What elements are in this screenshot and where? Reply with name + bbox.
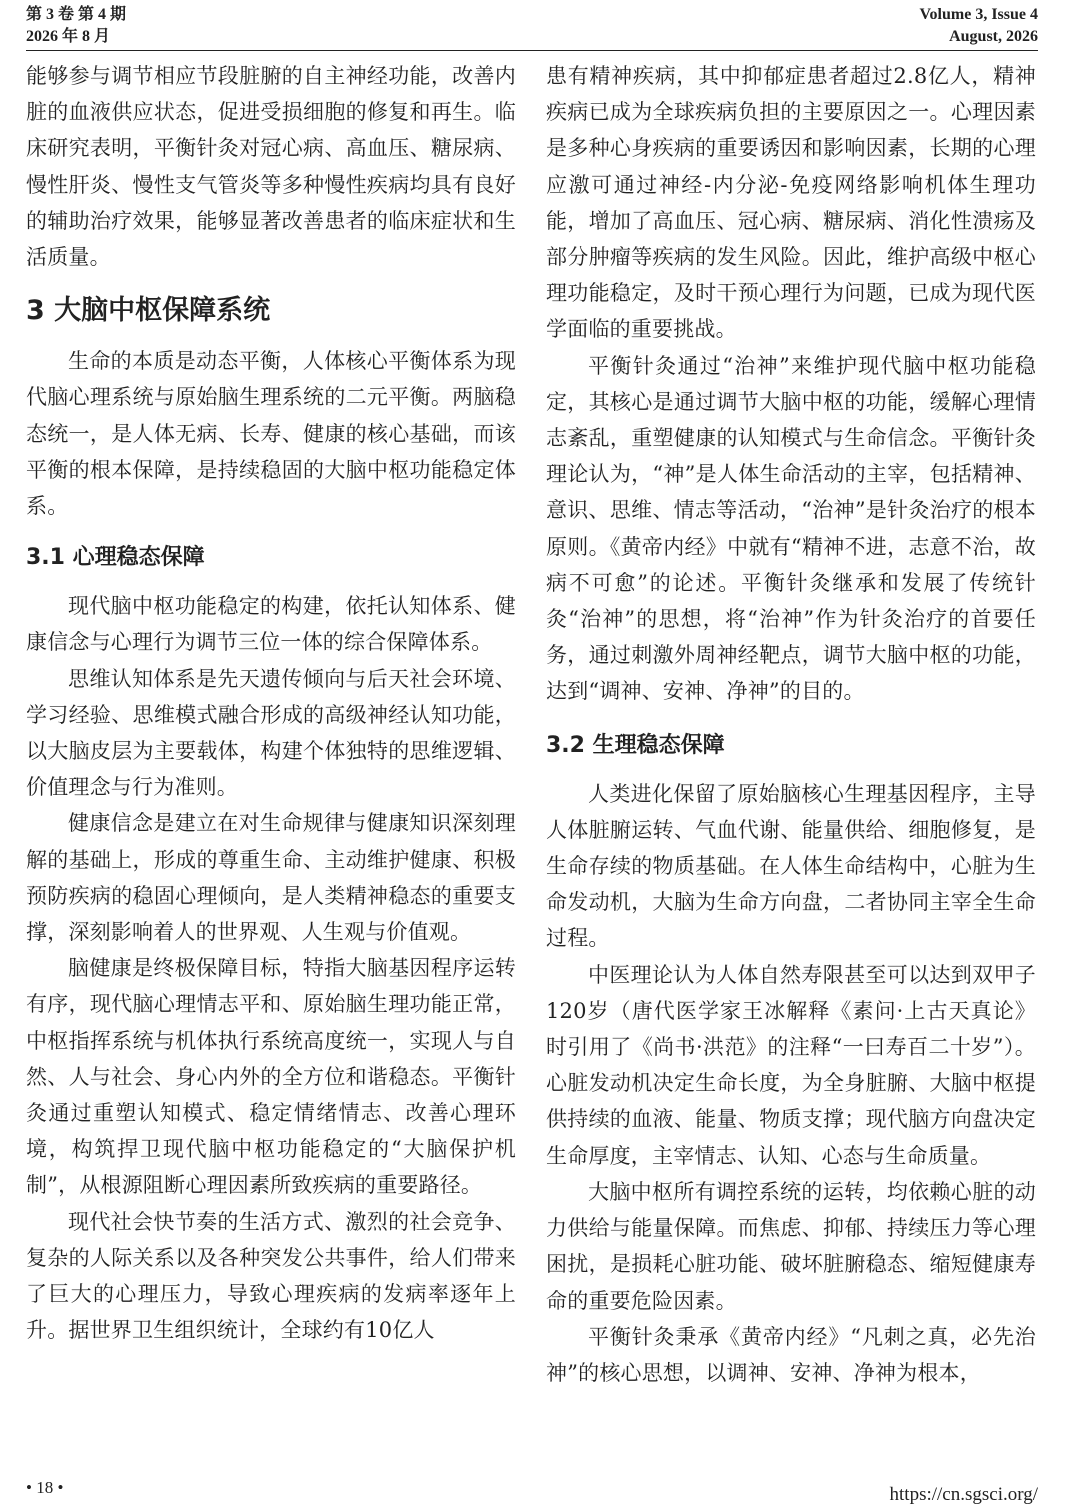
running-header <box>26 2 1038 51</box>
left-column <box>26 58 516 1349</box>
paragraph: 人类进化保留了原始脑核心生理基因程序，主导人体脏腑运转、气血代谢、能量供给、细胞修复，是生命存续的物质基础。在人体生命结构中，心脏为生命发动机，大脑为生命方向盘，二者协同主宰全生命过程。 <box>546 781 1036 951</box>
journal-url-link[interactable]: https://cn.sgsci.org/ <box>889 1484 1038 1505</box>
paragraph: 脑健康是终极保障目标，特指大脑基因程序运转有序，现代脑心理情志平和、原始脑生理功能正常，中枢指挥系统与机体执行系统高度统一，实现人与自然、人与社会、身心内外的全方位和谐稳态。平衡针灸通过重塑认知模式、稳定情绪情志、改善心理环境，构筑捍卫现代脑中枢功能稳定的“大脑保护机制”，从根源阻断心理因素所致疾病的重要路径。 <box>26 956 516 1198</box>
journal-issue-en <box>919 4 1038 48</box>
paragraph: 现代脑中枢功能稳定的构建，依托认知体系、健康信念与心理行为调节三位一体的综合保障体系。 <box>26 594 516 655</box>
paragraph: 思维认知体系是先天遗传倾向与后天社会环境、学习经验、思维模式融合形成的高级神经认知功能，以大脑皮层为主要载体，构建个体独特的思维逻辑、价值理念与行为准则。 <box>26 666 516 800</box>
date-en: August, 2026 <box>949 28 1038 45</box>
page-number: • 18 • <box>26 1478 64 1497</box>
volume-issue-en: Volume 3, Issue 4 <box>919 6 1038 23</box>
paragraph: 现代社会快节奏的生活方式、激烈的社会竞争、复杂的人际关系以及各种突发公共事件，给人们带来了巨大的心理压力，导致心理疾病的发病率逐年上升。据世界卫生组织统计，全球约有10亿人 <box>26 1209 516 1343</box>
section-3-2-heading: 3.2 生理稳态保障 <box>546 732 725 758</box>
paragraph: 平衡针灸通过“治神”来维护现代脑中枢功能稳定，其核心是通过调节大脑中枢的功能，缓解心理情志紊乱，重塑健康的认知模式与生命信念。平衡针灸理论认为，“神”是人体生命活动的主宰，包括精神、意识、思维、情志等活动，“治神”是针灸治疗的根本原则。《黄帝内经》中就有“精神不进，志意不治，故病不可愈”的论述。平衡针灸继承和发展了传统针灸“治神”的思想，将“治神”作为针灸治疗的首要任务，通过刺激外周神经靶点，调节大脑中枢的功能，达到“调神、安神、净神”的目的。 <box>546 353 1036 704</box>
section-3-heading: 3 大脑中枢保障系统 <box>26 295 271 327</box>
paragraph: 健康信念是建立在对生命规律与健康知识深刻理解的基础上，形成的尊重生命、主动维护健康、积极预防疾病的稳固心理倾向，是人类精神稳态的重要支撑，深刻影响着人的世界观、人生观与价值观。 <box>26 811 516 945</box>
continued-paragraph: 患有精神疾病，其中抑郁症患者超过2.8亿人，精神疾病已成为全球疾病负担的主要原因之一。心理因素是多种心身疾病的重要诱因和影响因素，长期的心理应激可通过神经-内分泌-免疫网络影响机体生理功能，增加了高血压、冠心病、糖尿病、消化性溃疡及部分肿瘤等疾病的发生风险。因此，维护高级中枢心理功能稳定，及时干预心理行为问题，已成为现代医学面临的重要挑战。 <box>546 64 1036 342</box>
paragraph: 平衡针灸秉承《黄帝内经》“凡刺之真，必先治神”的核心思想，以调神、安神、净神为根本， <box>546 1324 1036 1385</box>
paragraph: 大脑中枢所有调控系统的运转，均依赖心脏的动力供给与能量保障。而焦虑、抑郁、持续压力等心理困扰，是损耗心脏功能、破坏脏腑稳态、缩短健康寿命的重要危险因素。 <box>546 1179 1036 1313</box>
date-cn: 2026 年 8 月 <box>26 28 111 45</box>
continued-paragraph: 能够参与调节相应节段脏腑的自主神经功能，改善内脏的血液供应状态，促进受损细胞的修复和再生。临床研究表明，平衡针灸对冠心病、高血压、糖尿病、慢性肝炎、慢性支气管炎等多种慢性疾病均具有良好的辅助治疗效果，能够显著改善患者的临床症状和生活质量。 <box>26 64 516 270</box>
right-column <box>546 58 1036 1391</box>
section-3-1-heading: 3.1 心理稳态保障 <box>26 545 205 571</box>
paragraph: 中医理论认为人体自然寿限甚至可以达到双甲子120岁（唐代医学家王冰解释《素问·上古天真论》时引用了《尚书·洪范》的注释“一曰寿百二十岁”）。心脏发动机决定生命长度，为全身脏腑、大脑中枢提供持续的血液、能量、物质支撑；现代脑方向盘决定生命厚度，主宰情志、认知、心态与生命质量。 <box>546 962 1036 1168</box>
journal-issue-cn <box>26 4 126 48</box>
section-3-paragraph: 生命的本质是动态平衡，人体核心平衡体系为现代脑心理系统与原始脑生理系统的二元平衡。两脑稳态统一，是人体无病、长寿、健康的核心基础，而该平衡的根本保障，是持续稳固的大脑中枢功能稳定体系。 <box>26 349 516 519</box>
volume-issue-cn: 第 3 卷 第 4 期 <box>26 6 127 23</box>
